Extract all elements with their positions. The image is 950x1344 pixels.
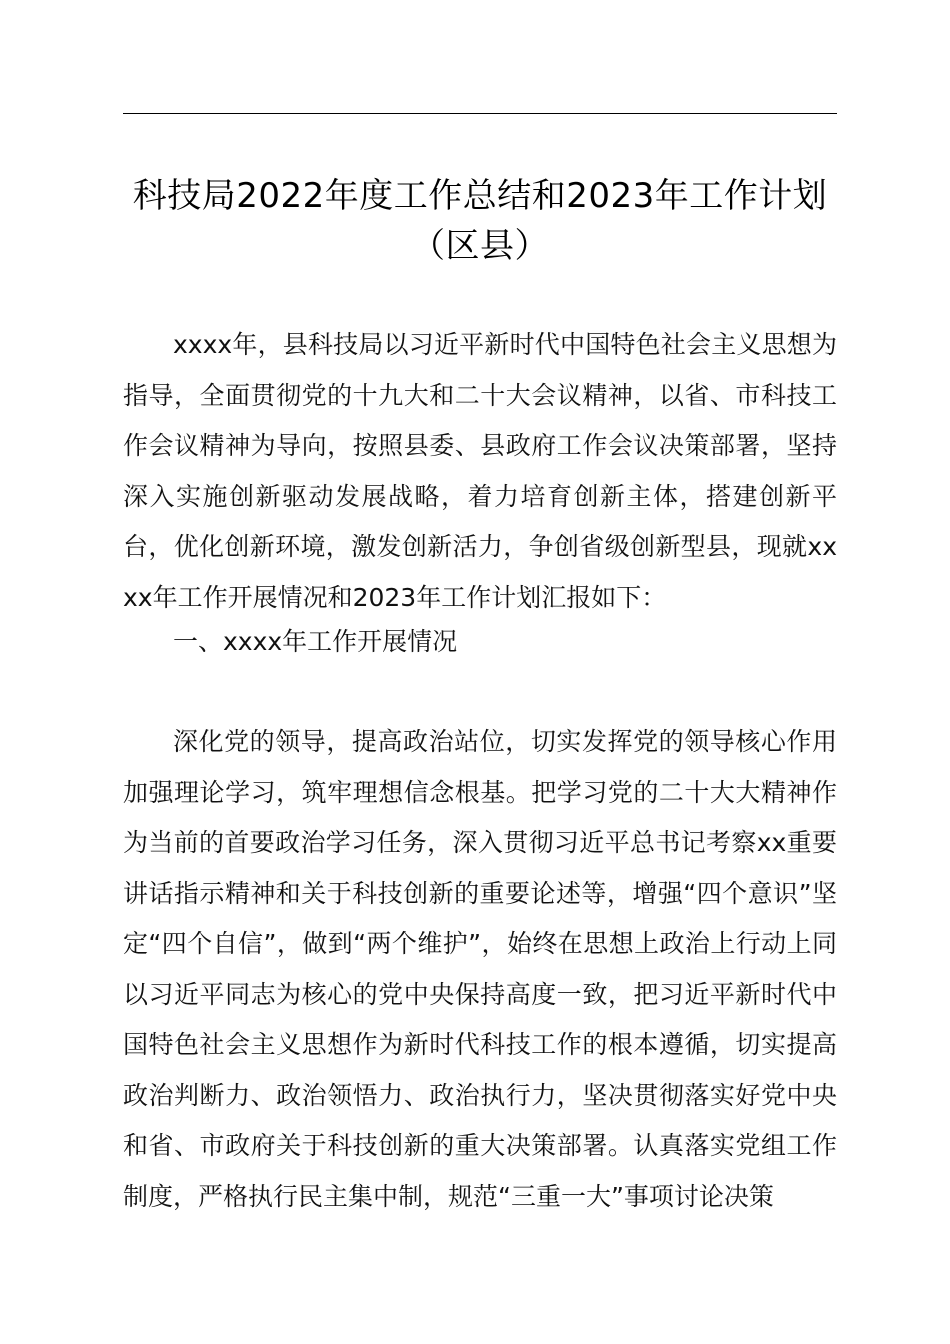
document-subtitle: （区县） bbox=[411, 226, 549, 266]
intro-paragraph: xxxx年，县科技局以习近平新时代中国特色社会主义思想为指导，全面贯彻党的十九大和二十大会议精神，以省、市科技工作会议精神为导向，按照县委、县政府工作会议决策部署，坚持深入实施创新驱动发展战略，着力培育创新主体，搭建创新平台，优化创新环境，激发创新活力，争创省级创新型县，现就xxxx年工作开展情况和2023年工作计划汇报如下： bbox=[123, 330, 837, 612]
header-rule bbox=[123, 113, 837, 114]
body-paragraph: 深化党的领导，提高政治站位，切实发挥党的领导核心作用加强理论学习，筑牢理想信念根基。把学习党的二十大大精神作为当前的首要政治学习任务，深入贯彻习近平总书记考察xx重要讲话指示精神和关于科技创新的重要论述等，增强“四个意识”坚定“四个自信”，做到“两个维护”，始终在思想上政治上行动上同以习近平同志为核心的党中央保持高度一致，把习近平新时代中国特色社会主义思想作为新时代科技工作的根本遵循，切实提高政治判断力、政治领悟力、政治执行力，坚决贯彻落实好党中央和省、市政府关于科技创新的重大决策部署。认真落实党组工作制度，严格执行民主集中制，规范“三重一大”事项讨论决策 bbox=[123, 727, 837, 1211]
section-heading: 一、xxxx年工作开展情况 bbox=[173, 627, 458, 656]
document-title: 科技局2022年度工作总结和2023年工作计划 bbox=[132, 176, 828, 216]
